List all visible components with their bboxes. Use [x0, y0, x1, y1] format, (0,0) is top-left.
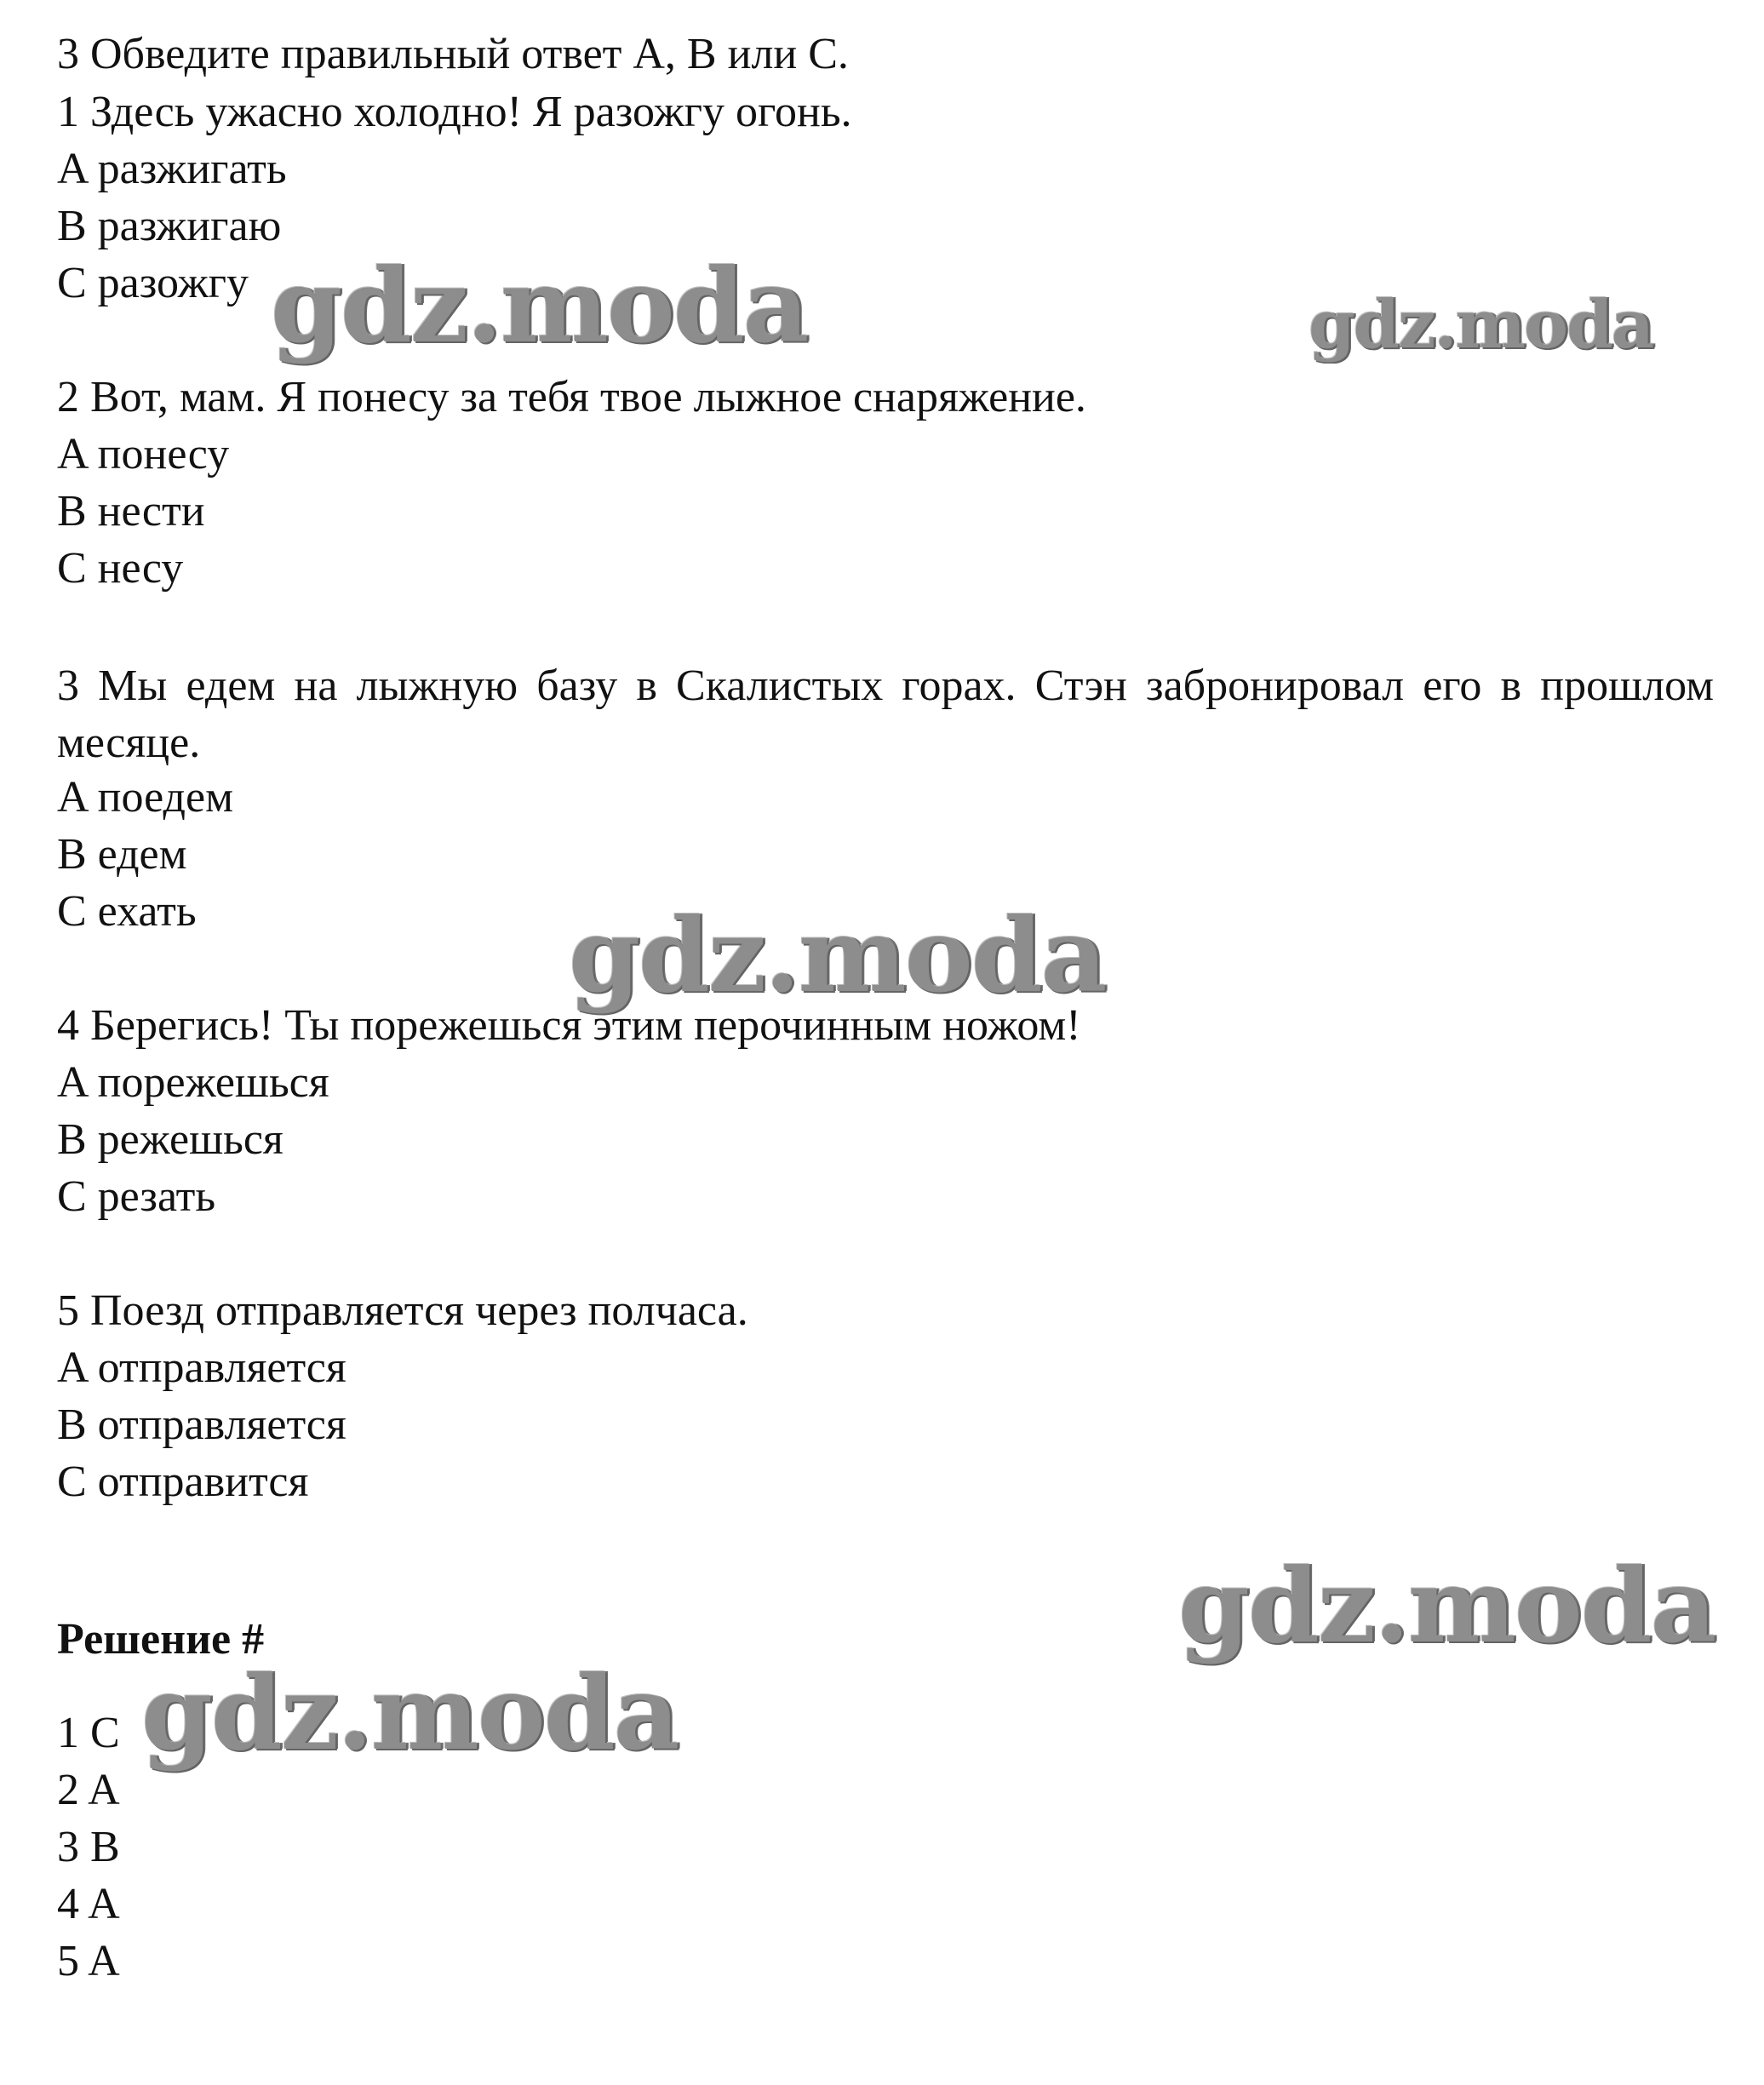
- option-3-a: A поедем: [57, 773, 233, 822]
- option-1-b: B разжигаю: [57, 202, 282, 250]
- option-3-c: C ехать: [57, 887, 197, 936]
- option-2-a: A понесу: [57, 430, 230, 478]
- task-heading: 3 Обведите правильный ответ A, B или C.: [57, 30, 849, 78]
- watermark: gdz.moda: [141, 1653, 679, 1773]
- answer-3: 3 B: [57, 1823, 120, 1871]
- option-5-a: A отправляется: [57, 1343, 346, 1392]
- question-5: 5 Поезд отправляется через полчаса.: [57, 1286, 748, 1335]
- option-1-a: A разжигать: [57, 145, 287, 193]
- option-1-c: C разожгу: [57, 259, 249, 307]
- question-4: 4 Берегись! Ты порежешься этим перочинным ножом!: [57, 1001, 1081, 1050]
- option-2-b: B нести: [57, 487, 205, 536]
- option-4-a: A порежешься: [57, 1058, 329, 1107]
- question-1: 1 Здесь ужасно холодно! Я разожгу огонь.: [57, 88, 852, 136]
- question-2: 2 Вот, мам. Я понесу за тебя твое лыжное снаряжение.: [57, 373, 1086, 421]
- solution-heading: Решение #: [57, 1615, 265, 1664]
- question-3: 3 Мы едем на лыжную базу в Скалистых горах. Стэн забронировал его в прошлом месяце.: [57, 662, 1714, 767]
- watermark: gdz.moda: [1178, 1546, 1715, 1666]
- watermark: gdz.moda: [569, 896, 1106, 1016]
- option-4-b: B режешься: [57, 1115, 284, 1164]
- option-4-c: C резать: [57, 1172, 216, 1221]
- answer-2: 2 A: [57, 1766, 120, 1814]
- option-3-b: B едем: [57, 830, 187, 879]
- watermark: gdz.moda: [271, 246, 808, 366]
- option-5-c: C отправится: [57, 1458, 309, 1506]
- option-5-b: B отправляется: [57, 1401, 346, 1449]
- option-2-c: C несу: [57, 544, 184, 593]
- answer-5: 5 A: [57, 1937, 120, 1985]
- answer-4: 4 A: [57, 1880, 120, 1928]
- answer-1: 1 C: [57, 1709, 120, 1757]
- watermark: gdz.moda: [1309, 286, 1653, 364]
